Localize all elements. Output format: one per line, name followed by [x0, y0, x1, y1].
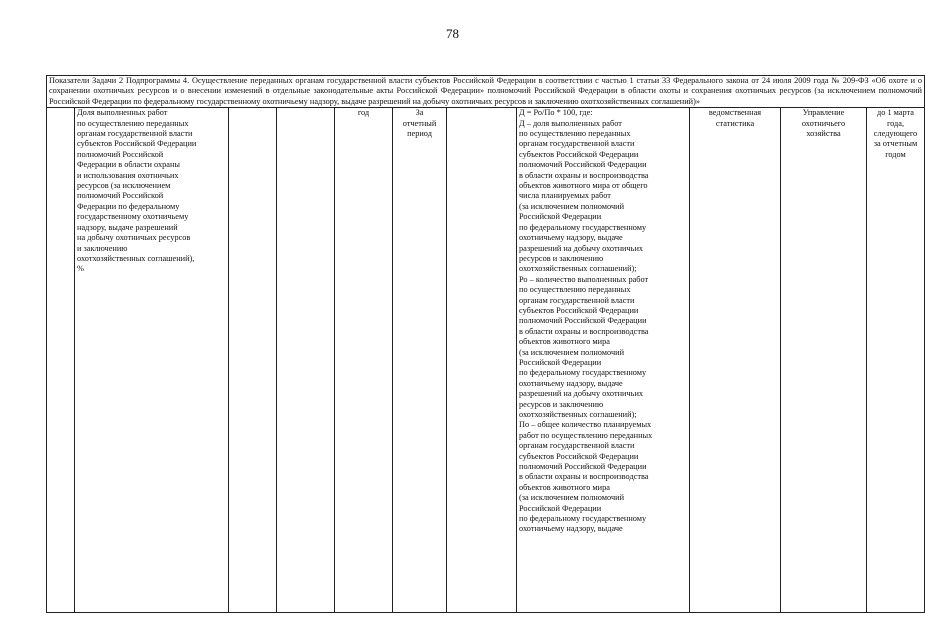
text-line: Федерации по федеральному	[77, 201, 180, 211]
text-line: по федеральному государственному	[519, 368, 647, 378]
text-line: до 1 марта	[877, 108, 914, 118]
subprogram-task-header: Показатели Задачи 2 Подпрограммы 4. Осуществление переданных органам государственной власти субъектов Российской Федерации в соответствии с частью 1 статьи 33 Федерального закона от 24 июля 2009 года № 209-ФЗ «Об охоте и о сохранении охотничьих ресурсов и о внесении изменений в отдельные законодательные акты Российской Федерации» полномочий Российской Федерации в области охоты и сохранения охотничьих ресурсов (за исключением полномочий Российской Федерации по федеральному государственному охотничьему надзору, выдаче разрешений на добычу охотничьих ресурсов и заключению охотхозяйственных соглашений)»	[47, 76, 925, 108]
text-line: (за исключением полномочий	[519, 347, 625, 357]
text-line: органам государственной власти	[519, 295, 635, 305]
text-line: числа планируемых работ	[519, 191, 611, 201]
text-line: Российской Федерации	[519, 357, 602, 367]
text-line: годом	[885, 149, 906, 159]
text-line: охотничьему надзору, выдаче	[519, 378, 623, 388]
text-line: Федерации в области охраны	[77, 160, 180, 170]
text-line: следующего	[873, 129, 918, 139]
text-line: охотхозяйственных соглашений),	[77, 253, 195, 263]
text-line: в области охраны и воспроизводства	[519, 170, 649, 180]
text-line: в области охраны и воспроизводства	[519, 326, 649, 336]
indicator-table	[46, 75, 925, 613]
text-line: полномочий Российской	[77, 149, 164, 159]
text-line: полномочий Российской Федерации	[519, 160, 647, 170]
text-line: полномочий Российской	[77, 191, 164, 201]
text-line: субъектов Российской Федерации	[519, 451, 639, 461]
text-line: (за исключением полномочий	[519, 493, 625, 503]
text-line: Д – доля выполненных работ	[519, 118, 622, 128]
page-number: 78	[446, 26, 459, 41]
text-line: по осуществлению переданных	[519, 129, 631, 139]
empty-cell	[277, 108, 335, 613]
text-line: охотничьему надзору, выдаче	[519, 524, 623, 534]
time-characteristic-cell	[393, 108, 447, 613]
text-line: статистика	[715, 118, 755, 128]
text-line: охотничьего	[801, 118, 846, 128]
text-line: отчетный	[402, 118, 437, 128]
text-line: и заключению	[77, 243, 128, 253]
text-line: ресурсов и заключению	[519, 253, 604, 263]
text-line: ресурсов (за исключением	[77, 181, 171, 191]
text-line: субъектов Российской Федерации	[77, 139, 197, 149]
text-line: Российской Федерации	[519, 212, 602, 222]
text-line: Российской Федерации	[519, 503, 602, 513]
periodicity-cell: год	[335, 108, 393, 613]
text-line: Ро – количество выполненных работ	[519, 274, 649, 284]
text-line: в области охраны и воспроизводства	[519, 472, 649, 482]
text-line: на добычу охотничьих ресурсов	[77, 233, 191, 243]
text-line: по осуществлению переданных	[519, 285, 631, 295]
text-line: по осуществлению переданных	[77, 118, 189, 128]
text-line: органам государственной власти	[77, 129, 193, 139]
text-line: объектов животного мира	[519, 337, 610, 347]
text-line: За	[415, 108, 424, 118]
text-line: по федеральному государственному	[519, 514, 647, 524]
text-line: по федеральному государственному	[519, 222, 647, 232]
text-line: органам государственной власти	[519, 139, 635, 149]
data-source-cell	[690, 108, 781, 613]
text-line: охотхозяйственных соглашений);	[519, 410, 637, 419]
table-header-row	[47, 76, 925, 108]
text-line: ведомственная	[708, 108, 762, 118]
empty-cell	[229, 108, 277, 613]
text-line: органам государственной власти	[519, 441, 635, 451]
responsible-cell	[781, 108, 867, 613]
text-line: субъектов Российской Федерации	[519, 305, 639, 315]
indicator-name-cell	[75, 108, 229, 613]
text-line: объектов животного мира	[519, 482, 610, 492]
text-line: субъектов Российской Федерации	[519, 149, 639, 159]
formula-cell	[517, 108, 690, 613]
text-line: хозяйства	[806, 129, 841, 139]
row-number-cell	[47, 108, 75, 613]
text-line: охотхозяйственных соглашений);	[519, 264, 637, 274]
text-line: %	[77, 264, 84, 274]
text-line: за отчетным	[873, 139, 918, 149]
deadline-cell	[867, 108, 925, 613]
text-line: охотничьему надзору, выдаче	[519, 233, 623, 243]
text-line: Д = Ро/По * 100, где:	[519, 108, 593, 118]
text-line: разрешений на добычу охотничьих	[519, 389, 644, 399]
text-line: и использования охотничьих	[77, 170, 179, 180]
text-line: надзору, выдаче разрешений	[77, 222, 178, 232]
text-line: По – общее количество планируемых	[519, 420, 652, 430]
table-row	[47, 108, 925, 613]
text-line: года,	[886, 118, 905, 128]
text-line: ресурсов и заключению	[519, 399, 604, 409]
text-line: Управление	[802, 108, 845, 118]
text-line: полномочий Российской Федерации	[519, 316, 647, 326]
text-line: государственному охотничьему	[77, 212, 189, 222]
text-line: объектов животного мира от общего	[519, 181, 648, 191]
text-line: (за исключением полномочий	[519, 201, 625, 211]
text-line: работ по осуществлению переданных	[519, 430, 653, 440]
text-line: Доля выполненных работ	[77, 108, 168, 118]
text-line: период	[407, 129, 432, 139]
text-line: разрешений на добычу охотничьих	[519, 243, 644, 253]
text-line: полномочий Российской Федерации	[519, 462, 647, 472]
empty-cell	[447, 108, 517, 613]
